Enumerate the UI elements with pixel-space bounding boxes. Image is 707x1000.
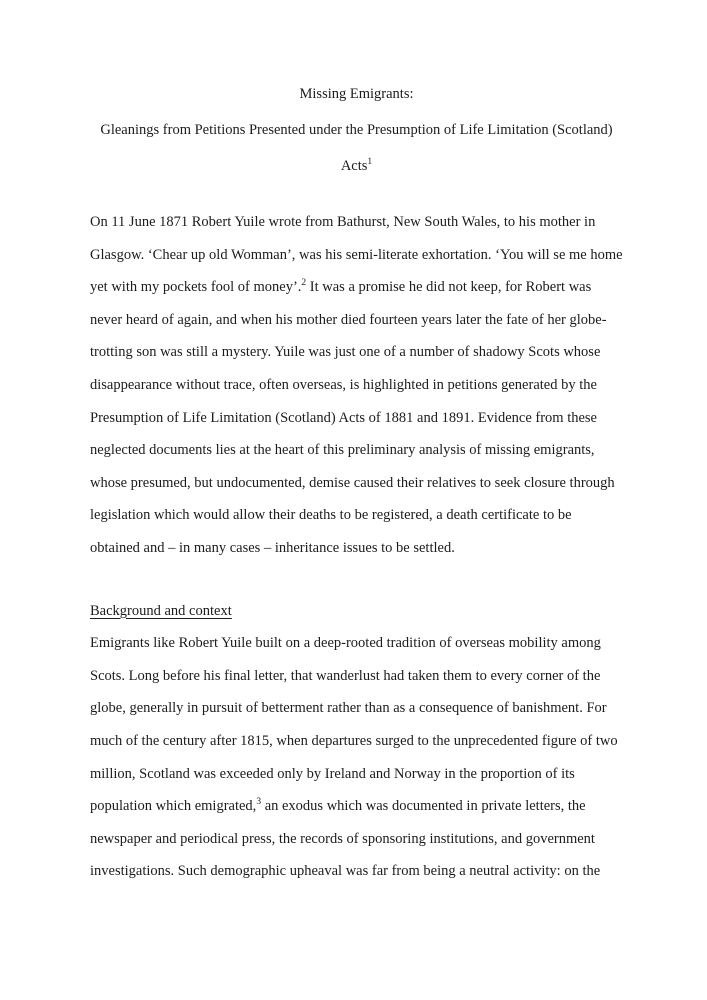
section-heading-text: Background and context xyxy=(90,602,232,619)
title-line-3-text: Acts xyxy=(340,158,368,174)
title-line-2: Gleanings from Petitions Presented under the Presumption of Life Limitation (Scotland) xyxy=(100,122,613,138)
document-title-block xyxy=(90,76,623,184)
footnote-marker-1: 1 xyxy=(367,157,373,168)
paragraph-2-text-b: an exodus which was documented in private letters, the newspaper and periodical press, the records of sponsoring institutions, and government investigations. Such demographic upheaval was far from being a neutral activity: on the xyxy=(90,798,601,880)
title-line-3 xyxy=(90,148,623,184)
paragraph-1-text-a: On 11 June 1871 Robert Yuile wrote from Bathurst, New South Wales, to his mother in Glasgow. ‘Chear up old Womman’, was his semi-literate exhortation. ‘You will se me home yet with my pockets fool of money’. xyxy=(90,214,623,296)
footnote-marker-2: 2 xyxy=(301,278,307,289)
paragraph-2 xyxy=(90,627,623,888)
title-line-1: Missing Emigrants: xyxy=(299,86,414,102)
paragraph-1 xyxy=(90,206,623,565)
paragraph-1-text-b: It was a promise he did not keep, for Robert was never heard of again, and when his mother died fourteen years later the fate of her globe-trotting son was still a mystery. Yuile was just one of a number of shadowy Scots whose disappearance without trace, often overseas, is highlighted in petitions generated by the Presumption of Life Limitation (Scotland) Acts of 1881 and 1891. Evidence from these neglected documents lies at the heart of this preliminary analysis of missing emigrants, whose presumed, but undocumented, demise caused their relatives to seek closure through legislation which would allow their deaths to be registered, a death certificate to be obtained and – in many cases – inheritance issues to be settled. xyxy=(90,279,615,556)
section-heading-background-and-context xyxy=(90,595,623,628)
paragraph-2-text-a: Emigrants like Robert Yuile built on a deep-rooted tradition of overseas mobility among Scots. Long before his final letter, that wanderlust had taken them to every corner of the globe, generally in pursuit of betterment rather than as a consequence of banishment. For much of the century after 1815, when departures surged to the unprecedented figure of two million, Scotland was exceeded only by Ireland and Norway in the proportion of its population which emigrated, xyxy=(90,635,618,815)
footnote-marker-3: 3 xyxy=(256,797,262,808)
